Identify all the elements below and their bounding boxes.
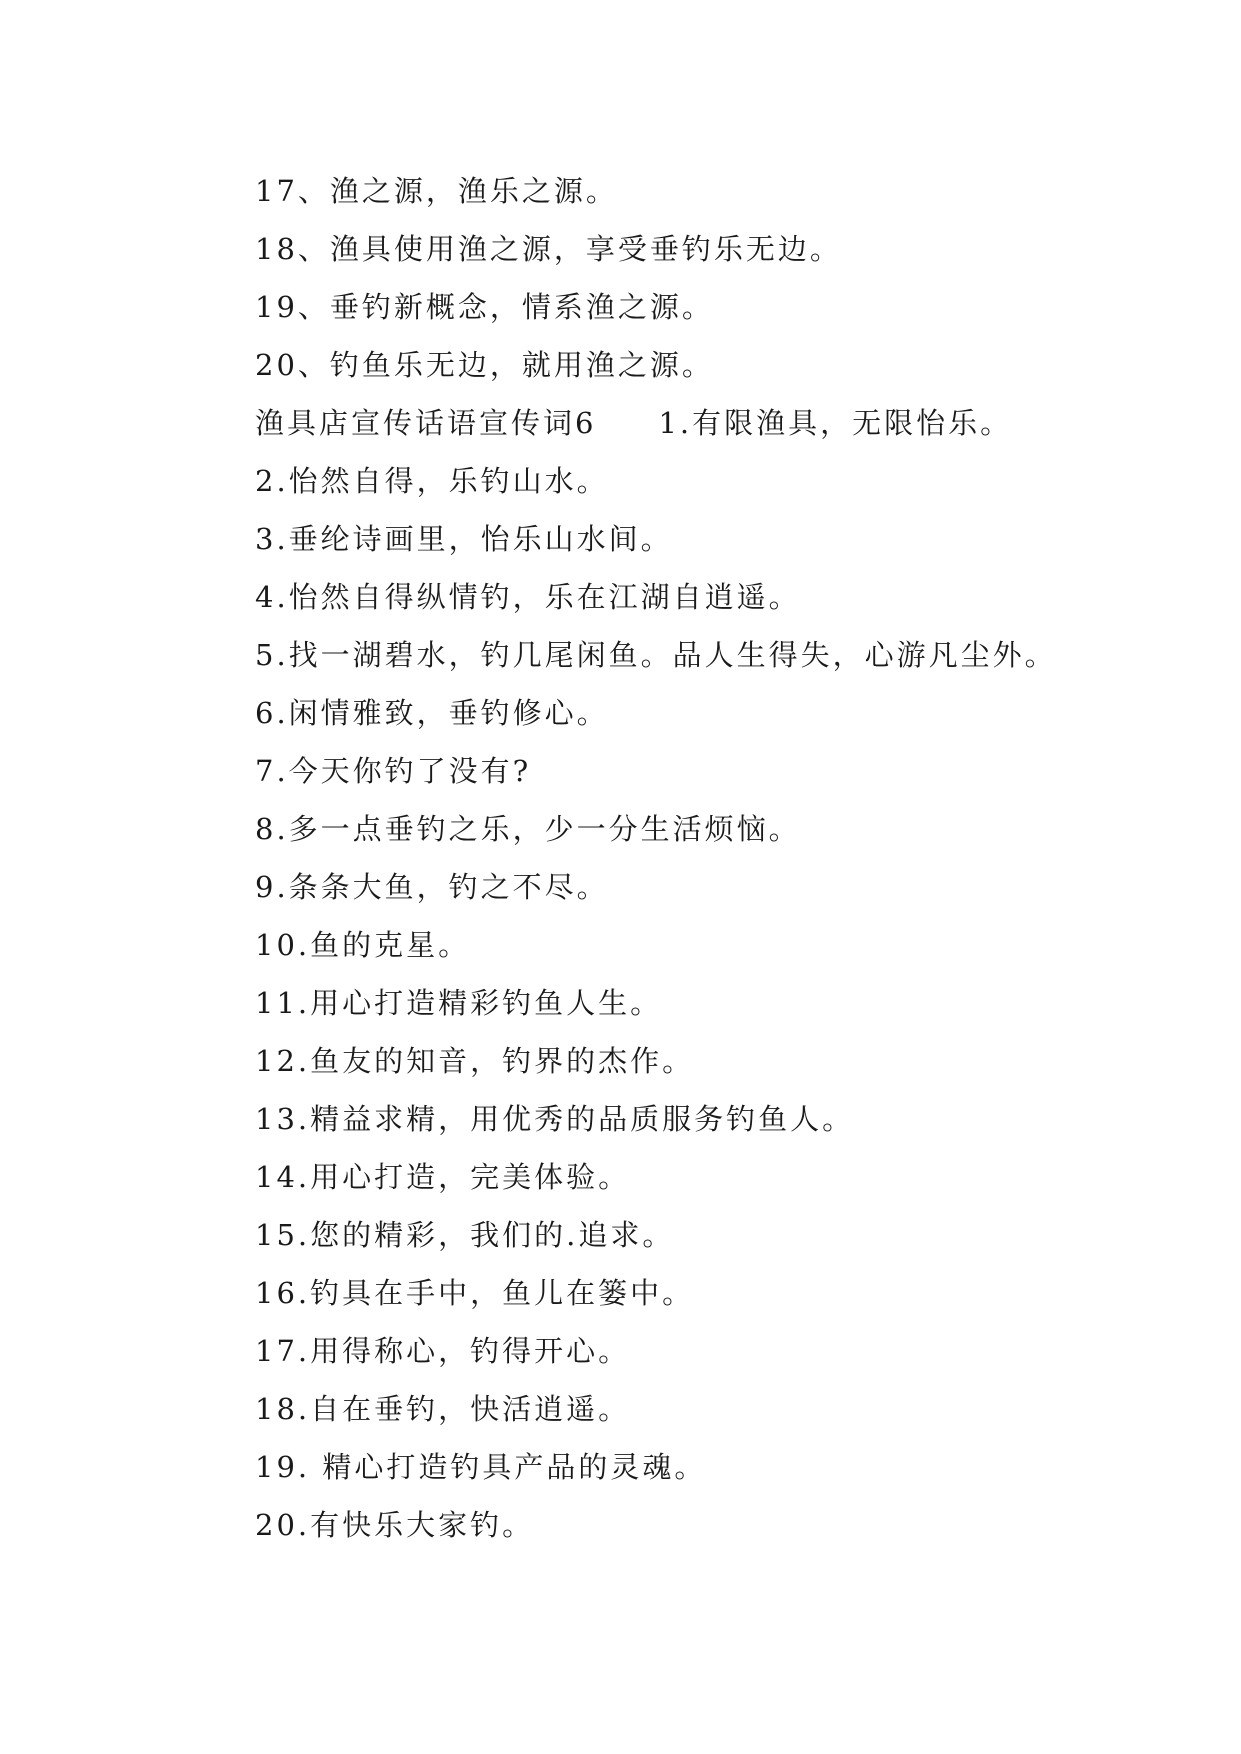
list-item: 5.找一湖碧水，钓几尾闲鱼。品人生得失，心游凡尘外。 bbox=[255, 638, 1057, 672]
list-item: 12.鱼友的知音，钓界的杰作。 bbox=[255, 1044, 695, 1078]
list-item: 1.有限渔具，无限怡乐。 bbox=[658, 406, 1013, 440]
list-item: 10.鱼的克星。 bbox=[255, 928, 471, 962]
list-item: 6.闲情雅致，垂钓修心。 bbox=[255, 696, 609, 730]
list-item: 17、渔之源，渔乐之源。 bbox=[255, 174, 618, 208]
slogan-list bbox=[255, 162, 1155, 1554]
list-item: 20、钓鱼乐无边，就用渔之源。 bbox=[255, 348, 714, 382]
list-item: 9.条条大鱼，钓之不尽。 bbox=[255, 870, 609, 904]
list-item: 8.多一点垂钓之乐，少一分生活烦恼。 bbox=[255, 812, 801, 846]
list-item: 2.怡然自得，乐钓山水。 bbox=[255, 464, 609, 498]
list-item: 11.用心打造精彩钓鱼人生。 bbox=[255, 986, 663, 1020]
section-heading: 渔具店宣传话语宣传词6 bbox=[255, 406, 597, 440]
list-item: 4.怡然自得纵情钓，乐在江湖自逍遥。 bbox=[255, 580, 801, 614]
list-item: 20.有快乐大家钓。 bbox=[255, 1508, 535, 1542]
list-item: 19. 精心打造钓具产品的灵魂。 bbox=[255, 1450, 707, 1484]
list-item: 17.用得称心，钓得开心。 bbox=[255, 1334, 631, 1368]
list-item: 16.钓具在手中，鱼儿在篓中。 bbox=[255, 1276, 695, 1310]
section-heading-line bbox=[255, 394, 1155, 452]
list-item: 3.垂纶诗画里，怡乐山水间。 bbox=[255, 522, 673, 556]
list-item: 18.自在垂钓，快活逍遥。 bbox=[255, 1392, 631, 1426]
list-item: 13.精益求精，用优秀的品质服务钓鱼人。 bbox=[255, 1102, 855, 1136]
list-item: 14.用心打造，完美体验。 bbox=[255, 1160, 631, 1194]
list-item: 7.今天你钓了没有? bbox=[255, 754, 532, 788]
list-item: 15.您的精彩，我们的.追求。 bbox=[255, 1218, 675, 1252]
list-item: 19、垂钓新概念，情系渔之源。 bbox=[255, 290, 714, 324]
list-item: 18、渔具使用渔之源，享受垂钓乐无边。 bbox=[255, 232, 842, 266]
